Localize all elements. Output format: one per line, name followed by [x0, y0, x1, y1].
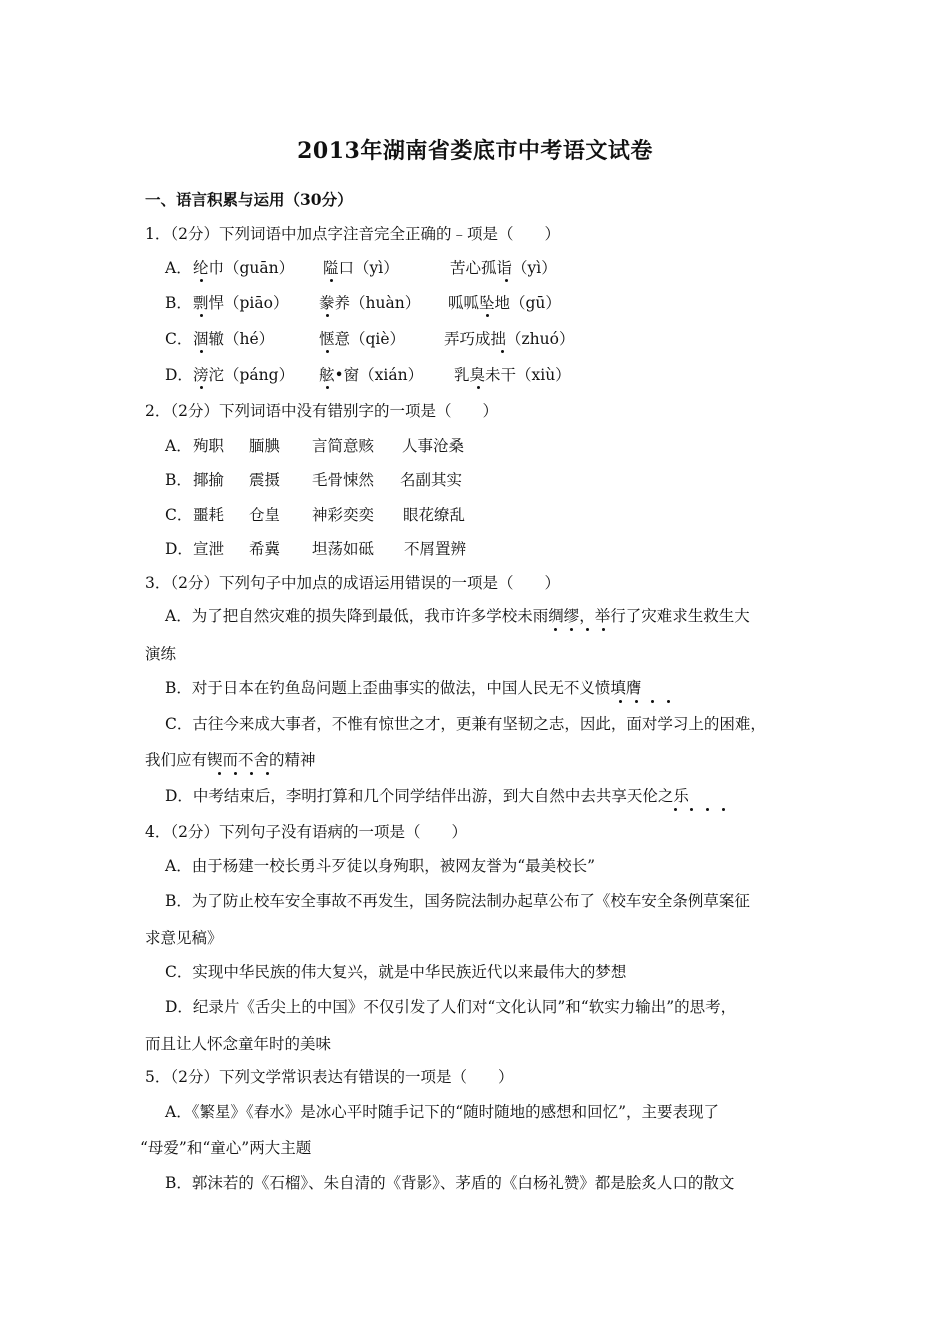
q1-option-a — [165, 258, 192, 278]
q2-b-label: B． — [165, 471, 192, 489]
q2-c-label: C． — [165, 506, 193, 524]
q1-a-item-3: 苦心孤诣（yì） — [450, 259, 557, 277]
q5-option-b: B．郭沫若的《石榴》、朱自清的《背影》、茅盾的《白杨礼赞》都是脍炙人口的散文 — [165, 1174, 735, 1192]
q1-d-label: D． — [165, 366, 193, 384]
q2-d-item-1: 宣泄 — [193, 540, 225, 558]
q1-c-item-3: 弄巧成拙（zhuó） — [444, 330, 575, 348]
q1-d-item-2: 舷•窗（xián） — [319, 366, 424, 384]
q3-option-c-cont: 我们应有锲而不舍的精神 — [145, 751, 316, 769]
q3-option-a-cont: 演练 — [145, 645, 177, 663]
q1-a-item-1: 纶巾（guān） — [193, 259, 295, 277]
q3-option-b: B．对于日本在钓鱼岛问题上歪曲事实的做法，中国人民无不义愤填膺 — [165, 679, 642, 697]
q2-b-item-3: 毛骨悚然 — [312, 471, 375, 489]
q1-d-item-1: 滂沱（páng） — [193, 366, 295, 384]
q4-option-a: A．由于杨建一校长勇斗歹徒以身殉职，被网友誉为“最美校长” — [165, 857, 596, 875]
q2-d-label: D． — [165, 540, 193, 558]
q1-a-label: A． — [165, 259, 192, 277]
q2-c-item-1: 噩耗 — [193, 506, 225, 524]
q4-option-b: B．为了防止校车安全事故不再发生，国务院法制办起草公布了《校车安全条例草案征 — [165, 892, 750, 910]
q1-a-item-2: 隘口（yì） — [323, 259, 399, 277]
q2-stem: 2．（2分）下列词语中没有错别字的一项是（ ） — [145, 402, 498, 420]
q1-c-label: C． — [165, 330, 193, 348]
q3-option-c: C．古往今来成大事者，不惟有惊世之才，更兼有坚韧之志，因此，面对学习上的困难， — [165, 715, 766, 733]
q1-b-label: B． — [165, 294, 192, 312]
q2-a-item-1: 殉职 — [193, 437, 225, 455]
page-title: 2013年湖南省娄底市中考语文试卷 — [297, 138, 653, 164]
q4-option-b-cont: 求意见稿》 — [145, 929, 223, 947]
q5-stem: 5．（2分）下列文学常识表达有错误的一项是（ ） — [145, 1068, 514, 1086]
q2-a-item-3: 言简意赅 — [312, 437, 375, 455]
q1-b-item-1: 剽悍（piāo） — [193, 294, 289, 312]
q1-stem: 1．（2分）下列词语中加点字注音完全正确的﹣项是（ ） — [145, 225, 560, 243]
q2-d-item-4: 不屑置辨 — [404, 540, 467, 558]
q1-c-item-1: 涸辙（hé） — [193, 330, 275, 348]
q4-option-d: D．纪录片《舌尖上的中国》不仅引发了人们对“文化认同”和“软实力输出”的思考， — [165, 998, 737, 1016]
q1-c-item-2: 惬意（qiè） — [319, 330, 406, 348]
q3-stem: 3．（2分）下列句子中加点的成语运用错误的一项是（ ） — [145, 574, 560, 592]
q1-d-item-3: 乳臭未干（xiù） — [454, 366, 571, 384]
q1-b-item-3: 呱呱坠地（gū） — [448, 294, 561, 312]
q2-b-item-2: 震摄 — [249, 471, 281, 489]
section-heading: 一、语言积累与运用（30分） — [145, 190, 353, 209]
q2-b-item-1: 揶揄 — [193, 471, 225, 489]
q5-option-a: A．《繁星》《春水》是冰心平时随手记下的“随时随地的感想和回忆”，主要表现了 — [165, 1103, 720, 1121]
q2-c-item-3: 神彩奕奕 — [312, 506, 375, 524]
q2-a-item-2: 腼腆 — [249, 437, 281, 455]
q3-option-d: D．中考结束后，李明打算和几个同学结伴出游，到大自然中去共享天伦之乐 — [165, 787, 689, 805]
q2-d-item-2: 希冀 — [249, 540, 281, 558]
q2-a-label: A． — [165, 437, 192, 455]
q5-option-a-cont: “母爱”和“童心”两大主题 — [140, 1139, 312, 1157]
q2-a-item-4: 人事沧桑 — [402, 437, 465, 455]
q4-stem: 4．（2分）下列句子没有语病的一项是（ ） — [145, 823, 467, 841]
q2-d-item-3: 坦荡如砥 — [312, 540, 375, 558]
q2-c-item-4: 眼花缭乱 — [403, 506, 466, 524]
q3-option-a: A．为了把自然灾难的损失降到最低，我市许多学校未雨绸缪，举行了灾难求生救生大 — [165, 607, 750, 625]
q4-option-c: C．实现中华民族的伟大复兴，就是中华民族近代以来最伟大的梦想 — [165, 963, 627, 981]
q2-b-item-4: 名副其实 — [400, 471, 463, 489]
q4-option-d-cont: 而且让人怀念童年时的美味 — [145, 1035, 332, 1053]
q2-c-item-2: 仓皇 — [249, 506, 281, 524]
q1-b-item-2: 豢养（huàn） — [319, 294, 421, 312]
